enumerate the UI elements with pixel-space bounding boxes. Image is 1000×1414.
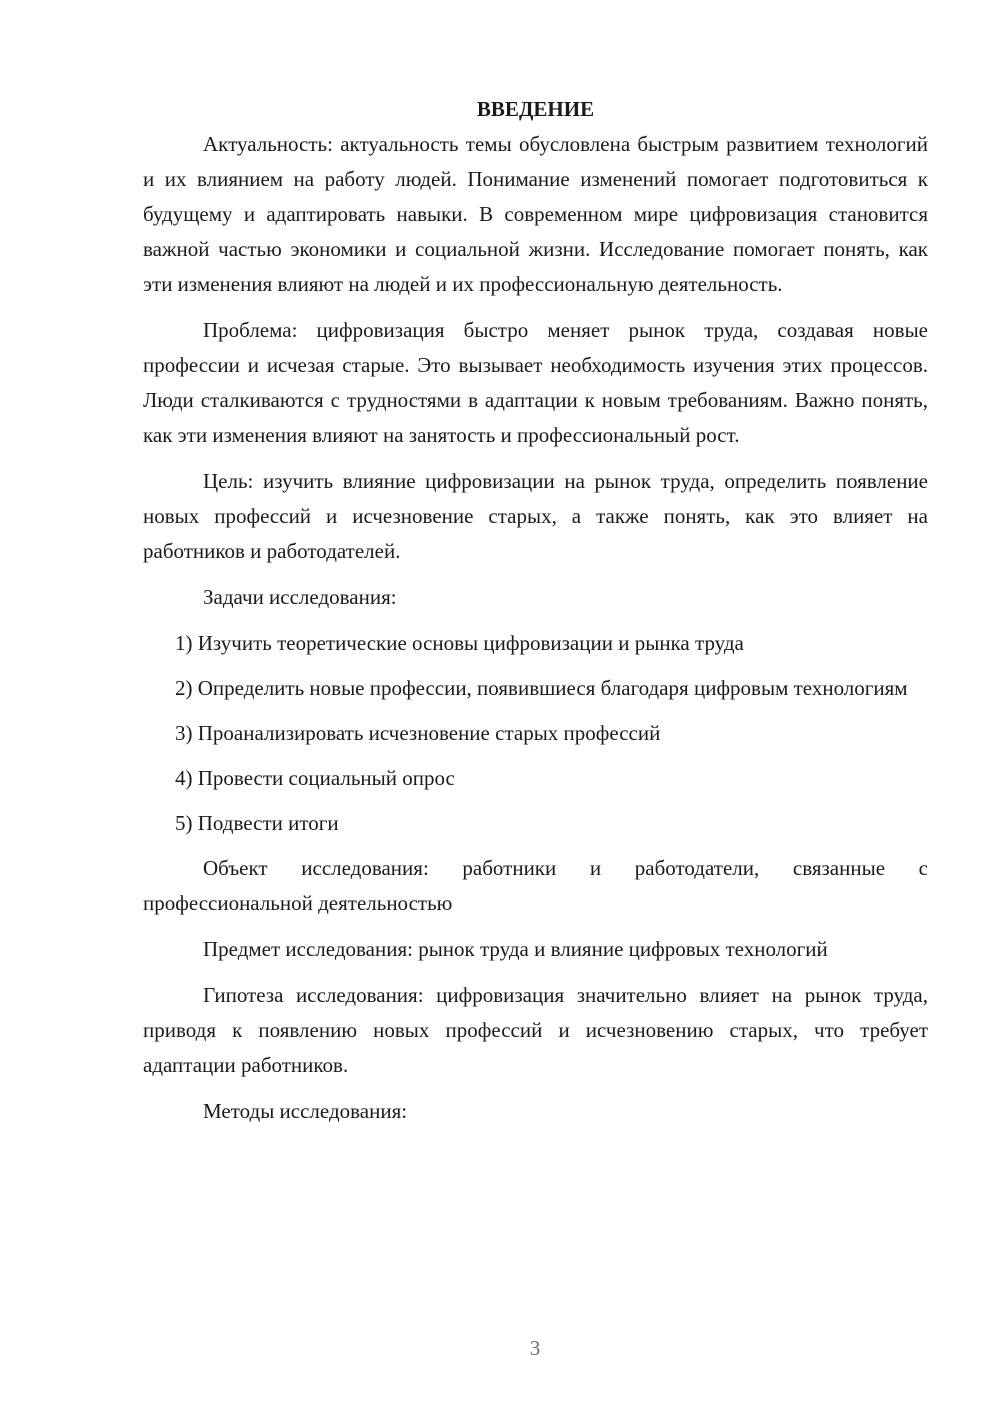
task-item-3: 3) Проанализировать исчезновение старых профессий [175,721,661,745]
task-item-2: 2) Определить новые профессии, появившиеся благодаря цифровым технологиям [175,676,908,700]
paragraph-goal: Цель: изучить влияние цифровизации на рынок труда, определить появление новых профессий и исчезновение старых, а также понять, как это влияет на работников и работодателей. [143,469,928,563]
paragraph-relevance: Актуальность: актуальность темы обусловлена быстрым развитием технологий и их влиянием на работу людей. Понимание изменений помогает подготовиться к будущему и адаптировать навыки. В современном мире цифровизация становится важной частью экономики и социальной жизни. Исследование помогает понять, как эти изменения влияют на людей и их профессиональную деятельность. [143,132,928,296]
task-item-4: 4) Провести социальный опрос [175,766,455,790]
paragraph-subject: Предмет исследования: рынок труда и влияние цифровых технологий [203,937,828,961]
task-item-5: 5) Подвести итоги [175,811,339,835]
section-heading: ВВЕДЕНИЕ [476,97,595,121]
paragraph-methods: Методы исследования: [203,1099,408,1123]
paragraph-tasks-intro: Задачи исследования: [203,585,397,609]
task-item-1: 1) Изучить теоретические основы цифровизации и рынка труда [175,631,744,655]
paragraph-object: Объект исследования: работники и работодатели, связанные с профессиональной деятельностью [143,856,928,915]
page-number: 3 [529,1336,541,1360]
paragraph-hypothesis: Гипотеза исследования: цифровизация значительно влияет на рынок труда, приводя к появлению новых профессий и исчезновению старых, что требует адаптации работников. [143,983,928,1077]
page-content [143,92,928,1140]
paragraph-problem: Проблема: цифровизация быстро меняет рынок труда, создавая новые профессии и исчезая старые. Это вызывает необходимость изучения этих процессов. Люди сталкиваются с трудностями в адаптации к новым требованиям. Важно понять, как эти изменения влияют на занятость и профессиональный рост. [143,318,928,447]
